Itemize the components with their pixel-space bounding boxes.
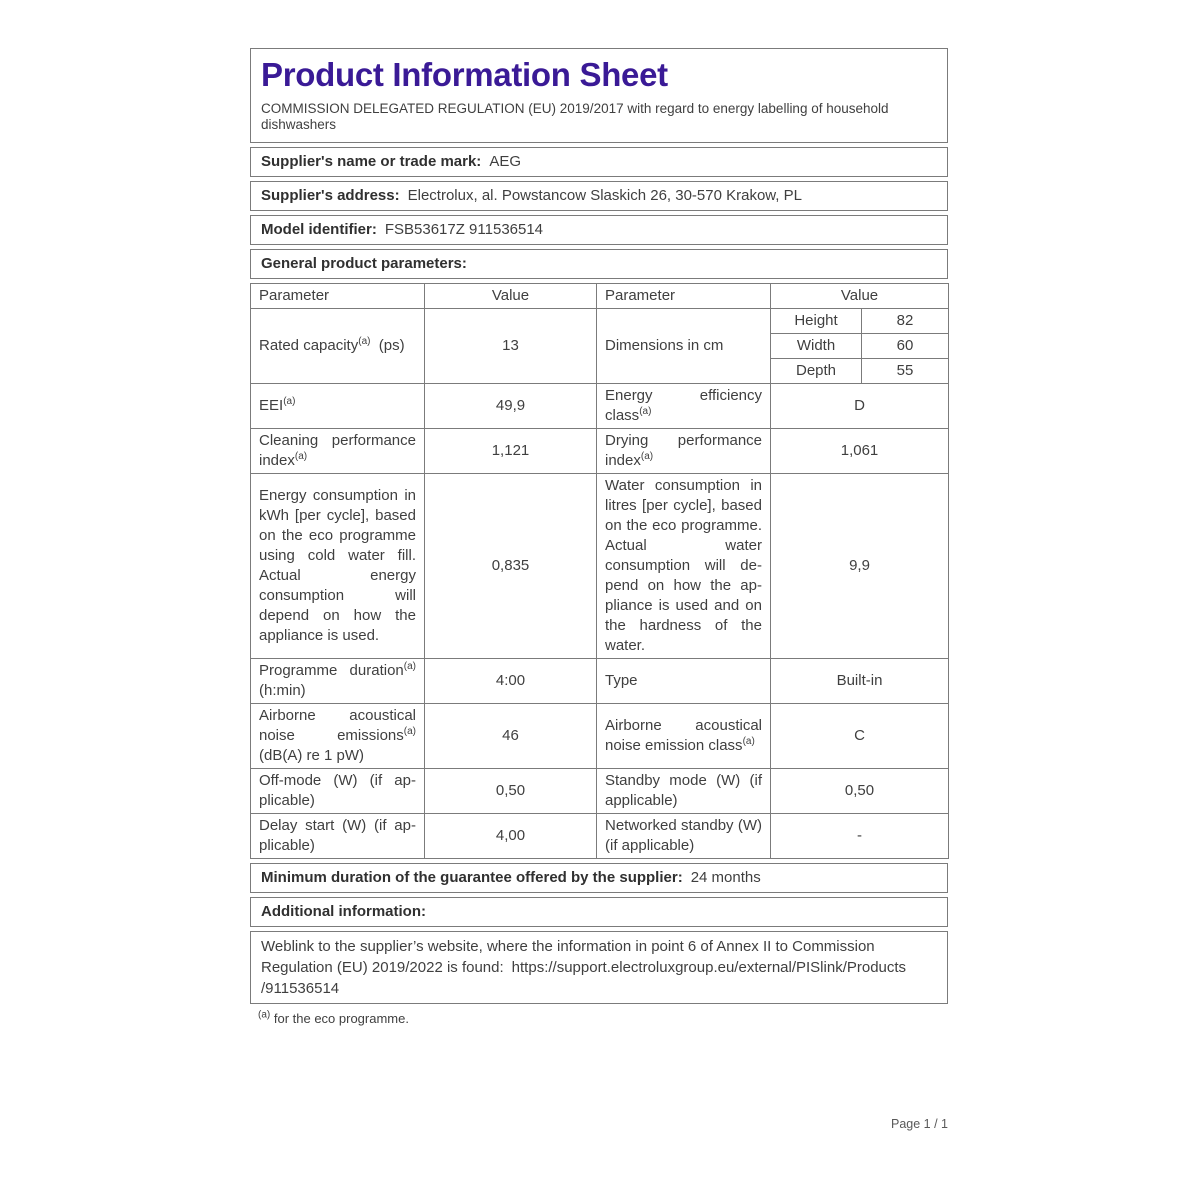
param-cell-standby-mode: Standby mode (W) (if applicable)	[597, 769, 771, 814]
supplier-name-label: Supplier's name or trade mark:	[261, 153, 482, 170]
table-row-rated-capacity	[251, 309, 949, 334]
value-cell-eei: 49,9	[425, 384, 597, 429]
table-header-row	[251, 284, 949, 309]
table-row-energy-consumption	[251, 474, 949, 659]
supplier-name-row	[250, 147, 948, 177]
column-header-value-left: Value	[425, 284, 597, 309]
guarantee-value: 24 months	[690, 869, 761, 886]
dim-label-width: Width	[771, 334, 862, 359]
table-row-noise	[251, 704, 949, 769]
model-identifier-row	[250, 215, 948, 245]
column-header-value-right: Value	[771, 284, 949, 309]
value-cell-water-consumption: 9,9	[771, 474, 949, 659]
product-information-sheet	[250, 48, 948, 1026]
param-cell-delay-start: Delay start (W) (if applicable)	[251, 814, 425, 859]
dim-value-width: 60	[862, 334, 949, 359]
additional-information-header	[250, 897, 948, 927]
supplier-address-value: Electrolux, al. Powstancow Slaskich 26, 30-570 Krakow, PL	[407, 187, 802, 204]
model-identifier-value: FSB53617Z 911536514	[384, 221, 544, 238]
supplier-weblink-url-suffix[interactable]: /911536514	[261, 980, 340, 997]
value-cell-delay-start: 4,00	[425, 814, 597, 859]
dim-value-height: 82	[862, 309, 949, 334]
value-cell-standby-mode: 0,50	[771, 769, 949, 814]
model-identifier-label: Model identifier:	[261, 221, 377, 238]
value-cell-networked-standby: -	[771, 814, 949, 859]
value-cell-rated-capacity: 13	[425, 309, 597, 384]
title-section	[250, 48, 948, 143]
table-row-eei	[251, 384, 949, 429]
param-cell-programme-duration: Programme duration$^{(a)}$ (h:min)	[251, 659, 425, 704]
dim-label-height: Height	[771, 309, 862, 334]
supplier-name-value: AEG	[489, 153, 521, 170]
param-cell-dimensions: Dimensions in cm	[597, 309, 771, 384]
additional-information-label: Additional information:	[261, 903, 426, 920]
param-cell-energy-class: Energy efficiency class$^{(a)}$	[597, 384, 771, 429]
param-cell-cleaning-index: Cleaning performance index$^{(a)}$	[251, 429, 425, 474]
column-header-parameter-right: Parameter	[597, 284, 771, 309]
value-cell-noise-emissions: 46	[425, 704, 597, 769]
general-parameters-header	[250, 249, 948, 279]
value-cell-energy-consumption: 0,835	[425, 474, 597, 659]
value-cell-programme-duration: 4:00	[425, 659, 597, 704]
table-row-off-mode	[251, 769, 949, 814]
table-row-cleaning-index	[251, 429, 949, 474]
param-cell-eei: EEI$^{(a)}$	[251, 384, 425, 429]
weblink-row	[250, 931, 948, 1004]
param-cell-noise-class: Airborne acoustical noise emission class$^{(a)}$	[597, 704, 771, 769]
supplier-address-label: Supplier's address:	[261, 187, 400, 204]
value-cell-drying-index: 1,061	[771, 429, 949, 474]
table-row-programme-duration	[251, 659, 949, 704]
general-parameters-table	[250, 283, 949, 859]
value-cell-cleaning-index: 1,121	[425, 429, 597, 474]
page-number: Page 1 / 1	[891, 1117, 948, 1131]
footnote-text: for the eco programme.	[273, 1011, 409, 1026]
param-cell-water-consumption: Water consumption in litres [per cycle], based on the eco programme. Actual water consumption will depend on how the appliance is used and on the hardness of the water.	[597, 474, 771, 659]
column-header-parameter-left: Parameter	[251, 284, 425, 309]
supplier-weblink-url[interactable]: https://support.electroluxgroup.eu/external/PISlink/Products	[511, 959, 907, 976]
param-cell-energy-consumption: Energy consumption in kWh [per cycle], based on the eco programme using cold water fill. Actual energy consumption will depend on how the appliance is used.	[251, 474, 425, 659]
param-cell-type: Type	[597, 659, 771, 704]
page-title: Product Information Sheet	[261, 56, 668, 93]
value-cell-noise-class: C	[771, 704, 949, 769]
footnote-marker: (a)	[258, 1009, 271, 1021]
param-cell-networked-standby: Networked standby (W) (if applicable)	[597, 814, 771, 859]
dim-label-depth: Depth	[771, 359, 862, 384]
guarantee-row	[250, 863, 948, 893]
param-cell-drying-index: Drying performance index$^{(a)}$	[597, 429, 771, 474]
param-cell-off-mode: Off-mode (W) (if applicable)	[251, 769, 425, 814]
weblink-text: Weblink to the supplier’s website, where the information in point 6 of Annex II to Commission Regulation (EU) 2019/2022 is found:	[261, 938, 875, 976]
value-cell-off-mode: 0,50	[425, 769, 597, 814]
dim-value-depth: 55	[862, 359, 949, 384]
guarantee-label: Minimum duration of the guarantee offered by the supplier:	[261, 869, 683, 886]
footnote	[250, 1011, 948, 1026]
value-cell-type: Built-in	[771, 659, 949, 704]
table-row-delay-start	[251, 814, 949, 859]
param-cell-rated-capacity: Rated capacity$^{(a)}$ (ps)	[251, 309, 425, 384]
supplier-address-row	[250, 181, 948, 211]
general-parameters-title: General product parameters:	[261, 255, 467, 272]
regulation-subtitle: COMMISSION DELEGATED REGULATION (EU) 2019/2017 with regard to energy labelling of household dishwashers	[261, 101, 889, 132]
value-cell-energy-class: D	[771, 384, 949, 429]
param-cell-noise-emissions: Airborne acoustical noise emissions$^{(a)}$ (dB(A) re 1 pW)	[251, 704, 425, 769]
